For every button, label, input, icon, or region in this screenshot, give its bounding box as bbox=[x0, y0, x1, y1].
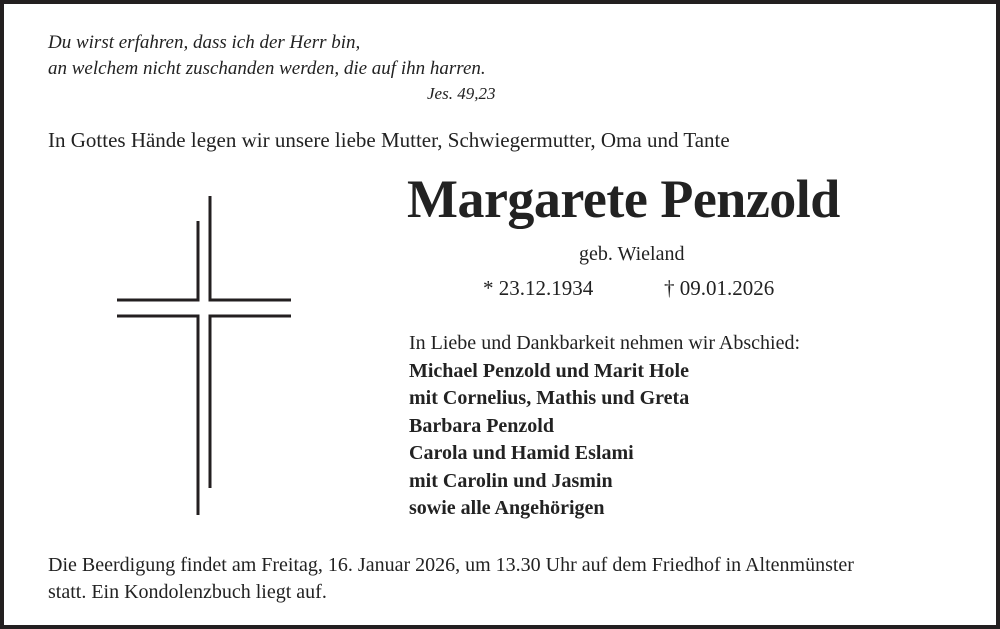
deceased-name: Margarete Penzold bbox=[407, 169, 840, 229]
mourner: Barbara Penzold bbox=[409, 414, 554, 437]
mourner: mit Cornelius, Mathis und Greta bbox=[409, 387, 690, 409]
mourner: Michael Penzold und Marit Hole bbox=[409, 359, 689, 382]
mourners-list bbox=[409, 330, 800, 523]
mourner: mit Carolin und Jasmin bbox=[409, 469, 613, 492]
mourner: Carola und Hamid Eslami bbox=[409, 442, 634, 464]
funeral-info bbox=[48, 552, 854, 606]
intro-text: In Gottes Hände legen wir unsere liebe Mutter, Schwiegermutter, Oma und Tante bbox=[48, 128, 730, 152]
verse-line: Du wirst erfahren, dass ich der Herr bin, bbox=[48, 32, 361, 53]
verse-reference: Jes. 49,23 bbox=[427, 84, 496, 103]
verse-line: an welchem nicht zuschanden werden, die auf ihn harren. bbox=[48, 58, 486, 79]
funeral-line: statt. Ein Kondolenzbuch liegt auf. bbox=[48, 581, 327, 603]
maiden-name: geb. Wieland bbox=[579, 243, 685, 265]
birth-date: * 23.12.1934 bbox=[483, 276, 594, 300]
funeral-line: Die Beerdigung findet am Freitag, 16. Januar 2026, um 13.30 Uhr auf dem Friedhof in Altenmünster bbox=[48, 554, 854, 576]
mourner: sowie alle Angehörigen bbox=[409, 497, 605, 519]
death-date: † 09.01.2026 bbox=[664, 276, 775, 300]
mourners-heading: In Liebe und Dankbarkeit nehmen wir Abschied: bbox=[409, 332, 800, 354]
